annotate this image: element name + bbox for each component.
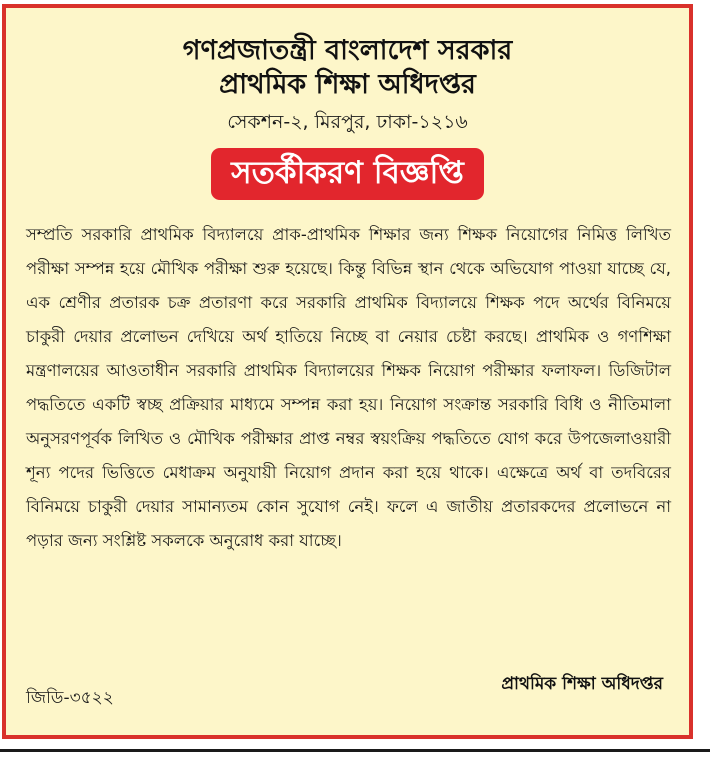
notice-body: সম্প্রতি সরকারি প্রাথমিক বিদ্যালয়ে প্রাক-প্রাথমিক শিক্ষার জন্য শিক্ষক নিয়োগের নিমিত্ত লিখিত পরীক্ষা সম্পন্ন হয়ে মৌখিক পরীক্ষা শুরু হয়েছে। কিন্তু বিভিন্ন স্থান থেকে অভিযোগ পাওয়া যাচ্ছে যে, এক শ্রেণীর প্রতারক চক্র প্রতারণা করে সরকারি প্রাথমিক বিদ্যালয়ে শিক্ষক পদে অর্থের বিনিময়ে চাকুরী দেয়ার প্রলোভন দেখিয়ে অর্থ হাতিয়ে নিচ্ছে বা নেয়ার চেষ্টা করছে। প্রাথমিক ও গণশিক্ষা মন্ত্রণালয়ের আওতাধীন সরকারি প্রাথমিক বিদ্যালয়ের শিক্ষক নিয়োগ পরীক্ষার ফলাফল। ডিজিটাল পদ্ধতিতে একটি স্বচ্ছ প্রক্রিয়ার মাধ্যমে সম্পন্ন করা হয়। নিয়োগ সংক্রান্ত সরকারি বিধি ও নীতিমালা অনুসরণপূর্বক লিখিত ও মৌখিক পরীক্ষার প্রাপ্ত নম্বর স্বয়ংক্রিয় পদ্ধতিতে যোগ করে উপজেলাওয়ারী শূন্য পদের ভিত্তিতে মেধাক্রম অনুযায়ী নিয়োগ প্রদান করা হয়ে থাকে। এক্ষেত্রে অর্থ বা তদবিরের বিনিময়ে চাকুরী দেয়ার সামান্যতম কোন সুযোগ নেই। ফলে এ জাতীয় প্রতারকদের প্রলোভনে না পড়ার জন্য সংশ্লিষ্ট সকলকে অনুরোধ করা যাচ্ছে। [26, 225, 671, 550]
notice-footer [26, 674, 663, 713]
directorate-title: প্রাথমিক শিক্ষা অধিদপ্তর [219, 69, 476, 100]
bottom-divider [0, 749, 710, 752]
reference-code: জিডি-৩৫২২ [26, 688, 114, 708]
issuer-signature: প্রাথমিক শিক্ষা অধিদপ্তর [501, 674, 663, 694]
notice-card [2, 4, 693, 739]
warning-banner: সতর্কীকরণ বিজ্ঞপ্তি [211, 148, 484, 200]
government-title: গণপ্রজাতন্ত্রী বাংলাদেশ সরকার [182, 35, 513, 66]
notice-header [6, 8, 689, 136]
office-address: সেকশন-২, মিরপুর, ঢাকা-১২১৬ [227, 111, 468, 133]
banner-container [6, 148, 689, 200]
